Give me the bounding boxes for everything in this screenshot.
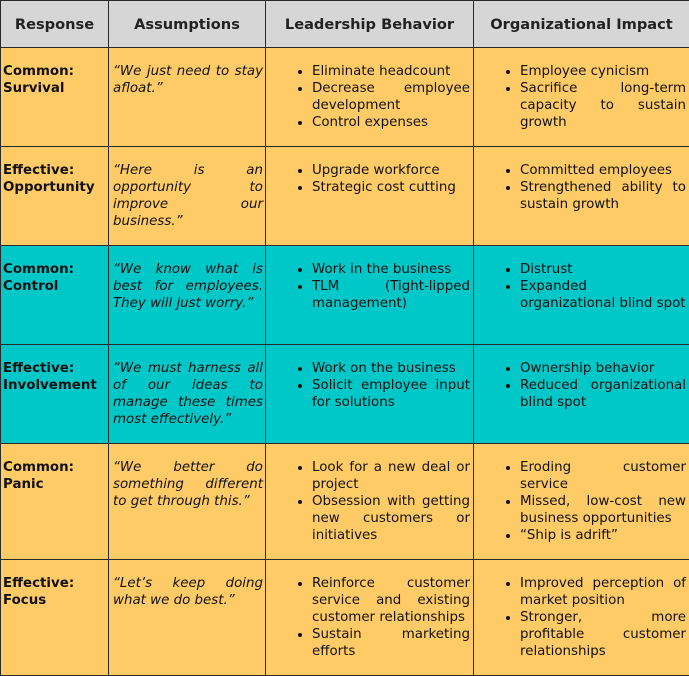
- response-name: Control: [3, 279, 59, 294]
- list-item: • Look for a new deal or project: [312, 459, 470, 493]
- list-item: • Strengthened ability to sustain growth: [520, 179, 686, 213]
- list-item: • Ownership behavior: [520, 360, 686, 377]
- leadership-behavior-list: [266, 360, 470, 411]
- response-cell: [1, 560, 109, 676]
- list-item: • Decrease employee development: [312, 80, 470, 114]
- list-item: • Distrust: [520, 261, 686, 278]
- response-type: Effective:: [3, 163, 75, 178]
- list-item: • Improved perception of market position: [520, 575, 686, 609]
- leadership-behavior-cell: [266, 147, 474, 246]
- table-row: [1, 560, 689, 676]
- list-item: • Sacrifice long-term capacity to sustain growth: [520, 80, 686, 131]
- header-organizational-impact: Organizational Impact: [474, 1, 689, 48]
- response-type: Effective:: [3, 361, 75, 376]
- assumption-cell: “We just need to stay afloat.”: [109, 48, 266, 147]
- list-item: • Control expenses: [312, 114, 470, 131]
- leadership-behavior-cell: [266, 560, 474, 676]
- list-item: • Reinforce customer service and existing customer relationships: [312, 575, 470, 626]
- assumption-cell: “We better do something different to get through this.”: [109, 444, 266, 560]
- table-row: [1, 345, 689, 444]
- response-type: Common:: [3, 262, 75, 277]
- list-item: • Eroding customer service: [520, 459, 686, 493]
- assumption-cell: “We must harness all of our ideas to manage these times most effectively.”: [109, 345, 266, 444]
- list-item: • Employee cynicism: [520, 63, 686, 80]
- response-name: Panic: [3, 477, 44, 492]
- list-item: • “Ship is adrift”: [520, 527, 686, 544]
- leadership-behavior-list: [266, 162, 470, 196]
- table-body: [1, 48, 689, 676]
- response-name: Opportunity: [3, 180, 95, 195]
- organizational-impact-list: [474, 261, 686, 312]
- leadership-behavior-cell: [266, 444, 474, 560]
- leadership-behavior-cell: [266, 345, 474, 444]
- list-item: • Eliminate headcount: [312, 63, 470, 80]
- leadership-behavior-list: [266, 459, 470, 544]
- header-row: [1, 1, 689, 48]
- leadership-behavior-list: [266, 261, 470, 312]
- list-item: • Expanded organizational blind spot: [520, 278, 686, 312]
- response-cell: [1, 345, 109, 444]
- organizational-impact-cell: [474, 444, 689, 560]
- list-item: • Missed, low-cost new business opportunities: [520, 493, 686, 527]
- table-row: [1, 147, 689, 246]
- organizational-impact-cell: [474, 246, 689, 345]
- response-name: Involvement: [3, 378, 97, 393]
- leadership-behavior-cell: [266, 246, 474, 345]
- response-name: Focus: [3, 593, 47, 608]
- list-item: • Strategic cost cutting: [312, 179, 470, 196]
- assumption-cell: “We know what is best for employees. They will just worry.”: [109, 246, 266, 345]
- organizational-impact-list: [474, 575, 686, 660]
- list-item: • Committed employees: [520, 162, 686, 179]
- table-row: [1, 444, 689, 560]
- organizational-impact-list: [474, 459, 686, 544]
- organizational-impact-cell: [474, 345, 689, 444]
- list-item: • Reduced organizational blind spot: [520, 377, 686, 411]
- assumption-cell: “Here is an opportunity to improve our business.”: [109, 147, 266, 246]
- list-item: • Sustain marketing efforts: [312, 626, 470, 660]
- list-item: • Upgrade workforce: [312, 162, 470, 179]
- list-item: • Work on the business: [312, 360, 470, 377]
- table-row: [1, 48, 689, 147]
- list-item: • Solicit employee input for solutions: [312, 377, 470, 411]
- list-item: • Stronger, more profitable customer relationships: [520, 609, 686, 660]
- response-type: Common:: [3, 460, 75, 475]
- leadership-behavior-list: [266, 575, 470, 660]
- organizational-impact-cell: [474, 560, 689, 676]
- list-item: • Work in the business: [312, 261, 470, 278]
- list-item: • Obsession with getting new customers or initiatives: [312, 493, 470, 544]
- organizational-impact-list: [474, 360, 686, 411]
- response-cell: [1, 48, 109, 147]
- header-leadership-behavior: Leadership Behavior: [266, 1, 474, 48]
- leadership-behavior-cell: [266, 48, 474, 147]
- header-assumptions: Assumptions: [109, 1, 266, 48]
- response-type: Common:: [3, 64, 75, 79]
- assumption-cell: “Let’s keep doing what we do best.”: [109, 560, 266, 676]
- list-item: • TLM (Tight-lipped management): [312, 278, 470, 312]
- organizational-impact-list: [474, 162, 686, 213]
- header-response: Response: [1, 1, 109, 48]
- organizational-impact-list: [474, 63, 686, 131]
- response-type: Effective:: [3, 576, 75, 591]
- response-cell: [1, 246, 109, 345]
- organizational-impact-cell: [474, 48, 689, 147]
- table-row: [1, 246, 689, 345]
- response-name: Survival: [3, 81, 65, 96]
- organizational-impact-cell: [474, 147, 689, 246]
- leadership-behavior-list: [266, 63, 470, 131]
- response-cell: [1, 444, 109, 560]
- response-cell: [1, 147, 109, 246]
